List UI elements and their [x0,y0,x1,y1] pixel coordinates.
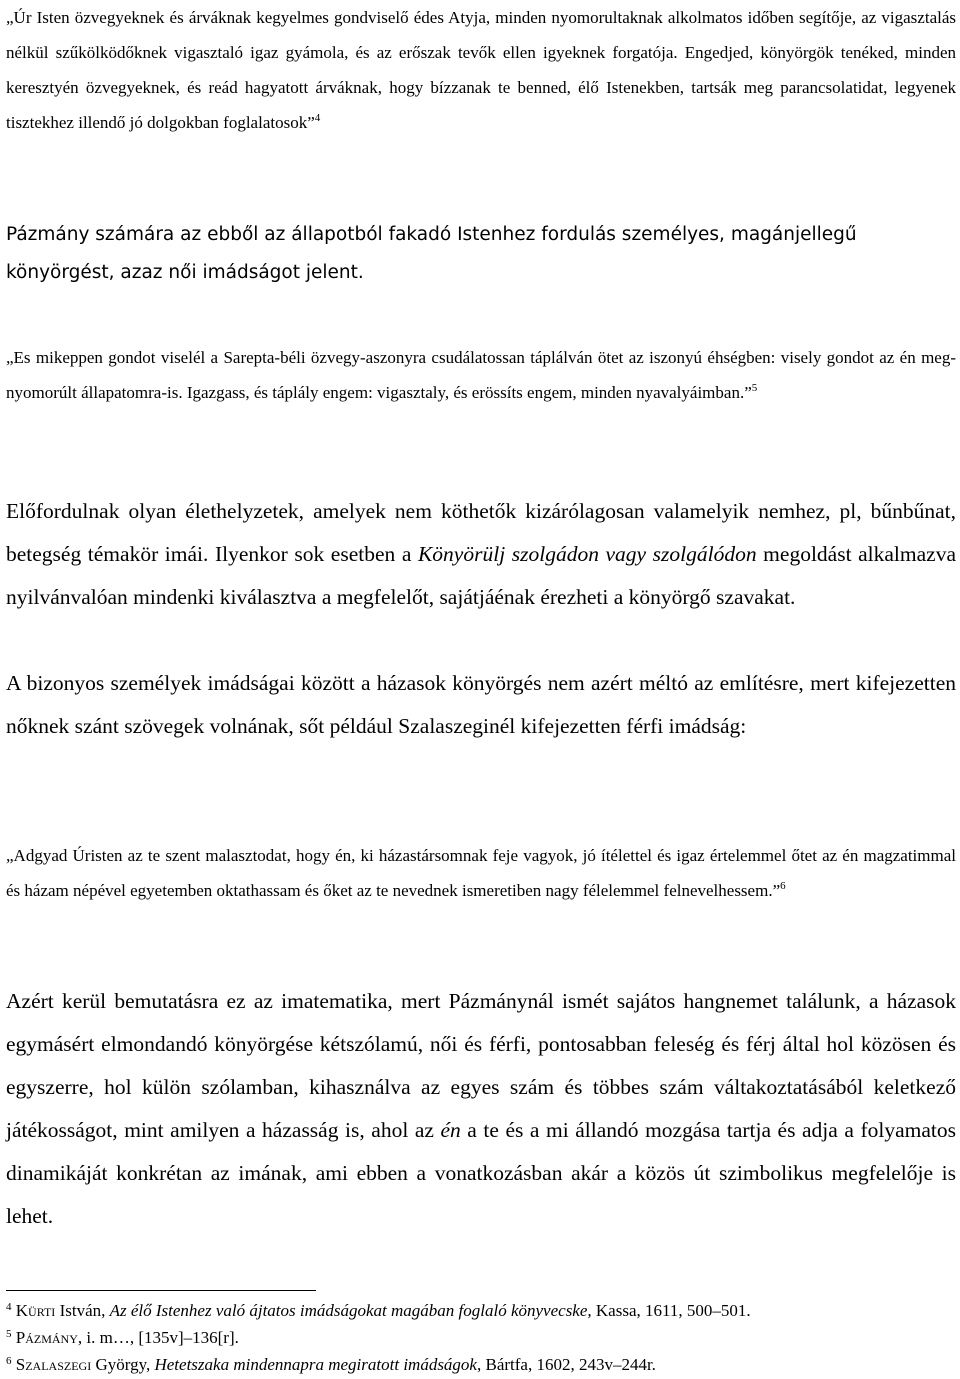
italic-text: Könyörülj szolgádon vagy szolgálódon [417,542,757,566]
quote-paragraph [6,838,956,908]
text-run: Pázmány számára az ebből az állapotból fakadó Istenhez fordulás személyes, magánjellegű könyörgést, azaz női imádságot jelent. [6,224,857,283]
footnote-separator [6,1290,316,1291]
author-name: Pázmány [15,1328,78,1347]
body-paragraph [6,490,956,619]
text-run: György, [91,1355,155,1374]
footnote-number: 5 [6,1327,12,1340]
author-name: Kürti [15,1301,56,1320]
text-run: a te és a mi állandó mozgása tartja és adja a folyamatos dinamikáját konkrétan az imának, ami ebben a vonatkozásban akár a közös út szimbolikus megfelelője is lehet. [6,1118,956,1228]
footnote-number: 6 [6,1354,12,1367]
body-paragraph [6,662,956,748]
text-run: , Bártfa, 1602, 243v‒244r. [476,1355,656,1374]
footnote-number: 4 [6,1300,12,1313]
footnote-reference: 4 [314,111,321,124]
quote-paragraph [6,0,956,140]
body-paragraph [6,980,956,1238]
commentary-paragraph [6,216,956,292]
text-run: Előfordulnak olyan élethelyzetek, amelyek nem köthetők kizárólagosan valamelyik nemhez, pl, bűnbűnat, betegség témakör imái. Ilyenkor sok esetben a [6,499,956,566]
text-run: A bizonyos személyek imádságai között a házasok könyörgés nem azért méltó az említésre, mert kifejezetten nőknek szánt szövegek volnának, sőt például Szalaszeginél kifejezetten férfi imádság: [6,671,956,738]
text-run: Kassa, 1611, 500‒501. [591,1301,751,1320]
text-run: István, [55,1301,110,1320]
footnotes [6,1297,956,1378]
author-name: Szalaszegi [15,1355,92,1374]
footnote-reference: 6 [780,879,786,892]
italic-text: Hetetszaka mindennapra megiratott imádságok [154,1355,477,1374]
text-run: megoldást alkalmazva nyilvánvalóan mindenki kiválasztva a megfelelőt, sajátjáénak érezheti a könyörgő szavakat. [6,542,957,609]
text-run: Azért kerül bemutatásra ez az imatematika, mert Pázmánynál ismét sajátos hangnemet találunk, a házasok egymásért elmondandó könyörgése kétszólamú, női és férfi, pontosabban feleség és férj által hol közösen és egyszerre, hol külön szólamban, kihasználva az egyes szám és többes szám váltakoztatásából keletkező játékosságot, mint amilyen a házasság is, ahol az [6,989,956,1142]
italic-text: Az élő Istenhez való ájtatos imádságokat magában foglaló könyvecske, [109,1301,592,1320]
text-run: , i. m…, [135v]‒136[r]. [77,1328,239,1347]
quote-paragraph [6,340,956,410]
footnote-5 [6,1324,956,1351]
italic-text: én [440,1118,461,1142]
footnote-reference: 5 [751,381,758,394]
text-run: „Úr Isten özvegyeknek és árváknak kegyelmes gondviselő édes Atyja, minden nyomorultaknak alkolmatos időben segítője, az vigasztalás nélkül szűkölködőknek vigasztaló igaz gyámola, és az erőszak tevők ellen igyeknek forgatója. Engedjed, könyörgök tenéked, minden keresztyén özvegyeknek, és reád hagyatott árváknak, hogy bízzanak te benned, élő Istenekben, tartsák meg parancsolatidat, legyenek tisztekhez illendő jó dolgokban foglalatosok” [6,8,956,132]
text-run: „Adgyad Úristen az te szent malasztodat, hogy én, ki házastársomnak feje vagyok, jó ítélettel és igaz értelemmel őtet az én magzatimmal és házam népével egyetemben oktathassam és őket az te nevednek ismeretiben nagy félelemmel felnevelhessem.” [6,846,956,900]
text-run: „Es mikeppen gondot viselél a Sarepta-béli özvegy-aszonyra csudálatossan táplálván ötet az iszonyú éhségben: visely gondot az én meg-nyomorúlt állapatomra-is. Igazgass, és táplály engem: vigasztaly, és erössíts engem, minden nyavalyáimban.” [6,348,956,402]
footnote-4 [6,1297,956,1324]
footnote-6 [6,1351,956,1378]
